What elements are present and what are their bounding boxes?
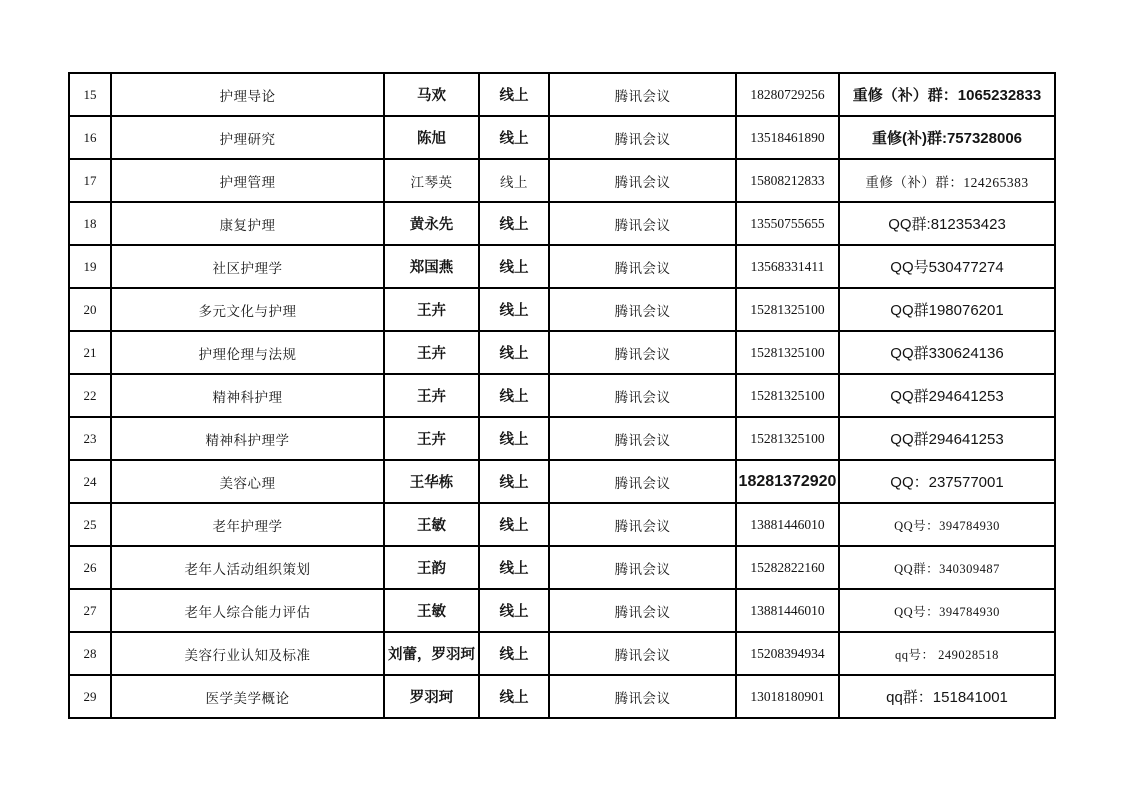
cell-qq-info: QQ群:812353423 xyxy=(839,202,1055,245)
cell-qq-info: qq群：151841001 xyxy=(839,675,1055,718)
cell-qq-info: qq号： 249028518 xyxy=(839,632,1055,675)
cell-platform: 腾讯会议 xyxy=(549,503,736,546)
table-row xyxy=(69,73,1055,116)
cell-course-name: 护理研究 xyxy=(111,116,384,159)
table-row xyxy=(69,417,1055,460)
cell-qq-info: QQ群294641253 xyxy=(839,374,1055,417)
cell-phone: 15281325100 xyxy=(736,374,839,417)
cell-row-number: 25 xyxy=(69,503,111,546)
table-row xyxy=(69,331,1055,374)
table-row xyxy=(69,675,1055,718)
cell-mode: 线上 xyxy=(479,374,549,417)
cell-teacher-name: 王卉 xyxy=(384,288,479,331)
cell-course-name: 多元文化与护理 xyxy=(111,288,384,331)
table-row xyxy=(69,546,1055,589)
cell-course-name: 护理伦理与法规 xyxy=(111,331,384,374)
cell-phone: 13018180901 xyxy=(736,675,839,718)
cell-row-number: 23 xyxy=(69,417,111,460)
cell-qq-info: QQ号530477274 xyxy=(839,245,1055,288)
cell-mode: 线上 xyxy=(479,589,549,632)
cell-platform: 腾讯会议 xyxy=(549,159,736,202)
cell-qq-info: QQ号：394784930 xyxy=(839,589,1055,632)
cell-row-number: 15 xyxy=(69,73,111,116)
cell-phone: 13881446010 xyxy=(736,589,839,632)
cell-teacher-name: 江琴英 xyxy=(384,159,479,202)
cell-platform: 腾讯会议 xyxy=(549,245,736,288)
cell-phone: 18280729256 xyxy=(736,73,839,116)
cell-teacher-name: 陈旭 xyxy=(384,116,479,159)
cell-platform: 腾讯会议 xyxy=(549,589,736,632)
cell-phone: 15281325100 xyxy=(736,331,839,374)
cell-mode: 线上 xyxy=(479,288,549,331)
cell-course-name: 精神科护理学 xyxy=(111,417,384,460)
cell-row-number: 26 xyxy=(69,546,111,589)
cell-row-number: 22 xyxy=(69,374,111,417)
cell-course-name: 康复护理 xyxy=(111,202,384,245)
cell-mode: 线上 xyxy=(479,503,549,546)
cell-platform: 腾讯会议 xyxy=(549,116,736,159)
cell-row-number: 28 xyxy=(69,632,111,675)
cell-platform: 腾讯会议 xyxy=(549,73,736,116)
cell-qq-info: QQ：237577001 xyxy=(839,460,1055,503)
cell-course-name: 社区护理学 xyxy=(111,245,384,288)
cell-teacher-name: 王韵 xyxy=(384,546,479,589)
cell-mode: 线上 xyxy=(479,245,549,288)
cell-course-name: 护理管理 xyxy=(111,159,384,202)
cell-mode: 线上 xyxy=(479,202,549,245)
cell-mode: 线上 xyxy=(479,417,549,460)
cell-platform: 腾讯会议 xyxy=(549,288,736,331)
cell-teacher-name: 王敏 xyxy=(384,503,479,546)
cell-row-number: 29 xyxy=(69,675,111,718)
cell-course-name: 美容行业认知及标准 xyxy=(111,632,384,675)
table-row xyxy=(69,374,1055,417)
table-row xyxy=(69,589,1055,632)
cell-row-number: 17 xyxy=(69,159,111,202)
cell-platform: 腾讯会议 xyxy=(549,202,736,245)
cell-row-number: 21 xyxy=(69,331,111,374)
cell-qq-info: QQ群330624136 xyxy=(839,331,1055,374)
cell-course-name: 精神科护理 xyxy=(111,374,384,417)
table-row xyxy=(69,116,1055,159)
cell-qq-info: QQ群294641253 xyxy=(839,417,1055,460)
cell-platform: 腾讯会议 xyxy=(549,374,736,417)
cell-platform: 腾讯会议 xyxy=(549,417,736,460)
table-row xyxy=(69,503,1055,546)
cell-teacher-name: 刘蕾，罗羽珂 xyxy=(384,632,479,675)
cell-teacher-name: 王华栋 xyxy=(384,460,479,503)
cell-phone: 13881446010 xyxy=(736,503,839,546)
cell-mode: 线上 xyxy=(479,460,549,503)
cell-teacher-name: 王卉 xyxy=(384,374,479,417)
cell-row-number: 24 xyxy=(69,460,111,503)
cell-mode: 线上 xyxy=(479,675,549,718)
cell-teacher-name: 黄永先 xyxy=(384,202,479,245)
cell-mode: 线上 xyxy=(479,546,549,589)
cell-phone: 13550755655 xyxy=(736,202,839,245)
cell-qq-info: QQ群198076201 xyxy=(839,288,1055,331)
cell-course-name: 美容心理 xyxy=(111,460,384,503)
cell-course-name: 护理导论 xyxy=(111,73,384,116)
cell-platform: 腾讯会议 xyxy=(549,331,736,374)
table-row xyxy=(69,460,1055,503)
cell-teacher-name: 王卉 xyxy=(384,331,479,374)
table-row xyxy=(69,632,1055,675)
cell-phone: 15281325100 xyxy=(736,288,839,331)
cell-mode: 线上 xyxy=(479,331,549,374)
cell-mode: 线上 xyxy=(479,159,549,202)
cell-mode: 线上 xyxy=(479,116,549,159)
cell-qq-info: 重修(补)群:757328006 xyxy=(839,116,1055,159)
cell-qq-info: QQ号：394784930 xyxy=(839,503,1055,546)
cell-course-name: 老年护理学 xyxy=(111,503,384,546)
table-row xyxy=(69,202,1055,245)
table-row xyxy=(69,159,1055,202)
cell-phone: 13518461890 xyxy=(736,116,839,159)
cell-row-number: 27 xyxy=(69,589,111,632)
cell-platform: 腾讯会议 xyxy=(549,632,736,675)
cell-phone: 15281325100 xyxy=(736,417,839,460)
cell-row-number: 18 xyxy=(69,202,111,245)
cell-mode: 线上 xyxy=(479,632,549,675)
cell-phone: 15282822160 xyxy=(736,546,839,589)
cell-teacher-name: 马欢 xyxy=(384,73,479,116)
cell-qq-info: 重修（补）群：124265383 xyxy=(839,159,1055,202)
cell-row-number: 20 xyxy=(69,288,111,331)
cell-qq-info: QQ群：340309487 xyxy=(839,546,1055,589)
cell-phone: 15208394934 xyxy=(736,632,839,675)
cell-course-name: 老年人综合能力评估 xyxy=(111,589,384,632)
table-row xyxy=(69,288,1055,331)
cell-phone: 13568331411 xyxy=(736,245,839,288)
cell-teacher-name: 王敏 xyxy=(384,589,479,632)
cell-course-name: 老年人活动组织策划 xyxy=(111,546,384,589)
cell-teacher-name: 郑国燕 xyxy=(384,245,479,288)
cell-teacher-name: 王卉 xyxy=(384,417,479,460)
cell-mode: 线上 xyxy=(479,73,549,116)
course-table xyxy=(68,72,1056,719)
cell-teacher-name: 罗羽珂 xyxy=(384,675,479,718)
cell-phone: 18281372920 xyxy=(736,460,839,503)
cell-platform: 腾讯会议 xyxy=(549,675,736,718)
cell-row-number: 19 xyxy=(69,245,111,288)
cell-platform: 腾讯会议 xyxy=(549,546,736,589)
cell-platform: 腾讯会议 xyxy=(549,460,736,503)
cell-course-name: 医学美学概论 xyxy=(111,675,384,718)
table-row xyxy=(69,245,1055,288)
cell-phone: 15808212833 xyxy=(736,159,839,202)
cell-row-number: 16 xyxy=(69,116,111,159)
cell-qq-info: 重修（补）群：1065232833 xyxy=(839,73,1055,116)
